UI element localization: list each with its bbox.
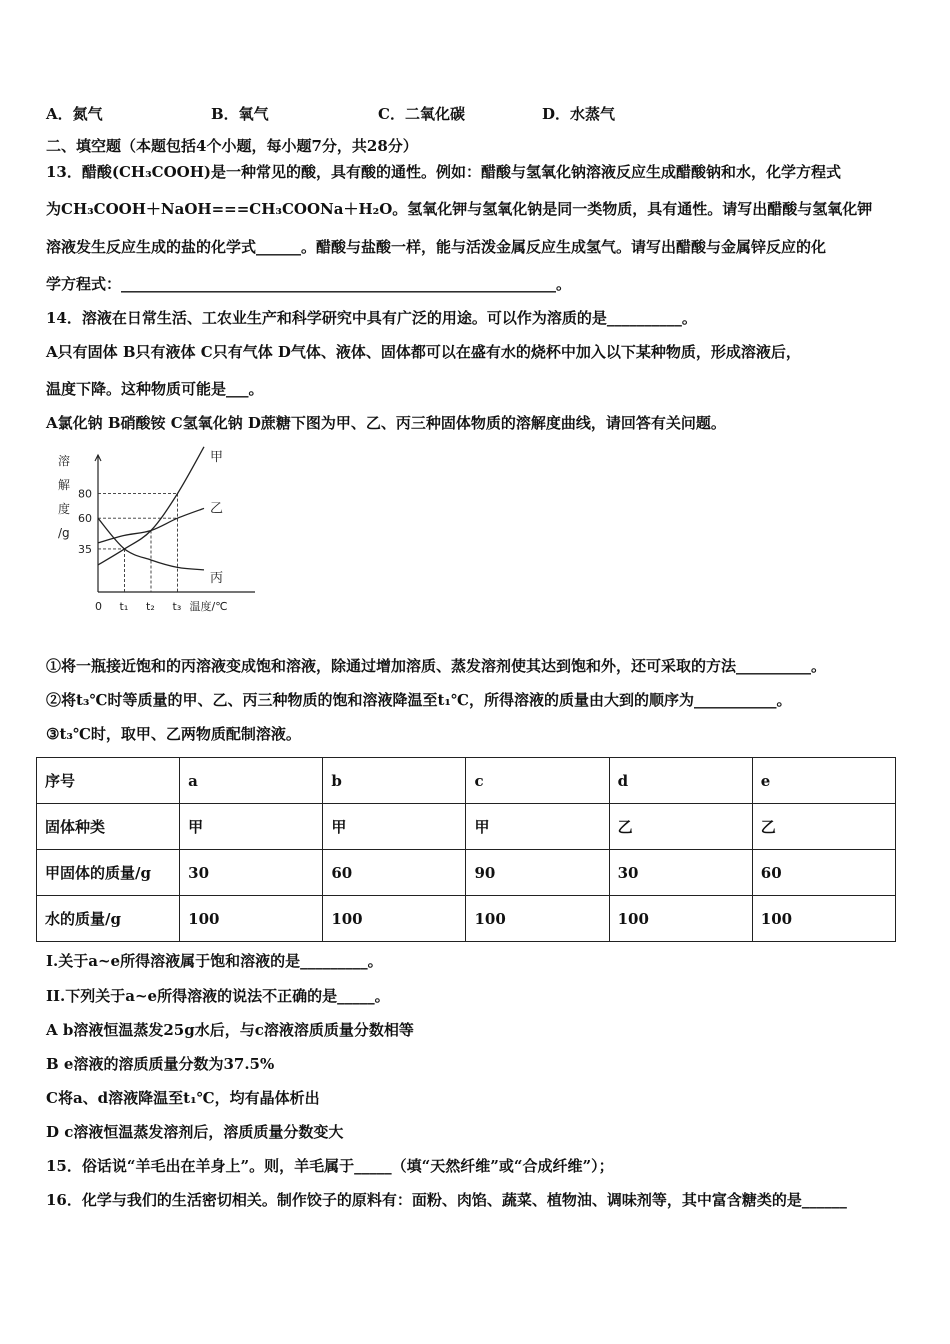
question-15: 15．俗话说“羊毛出在羊身上”。则，羊毛属于_____（填“天然纤维”或“合成纤维”）； [46,1157,614,1175]
table-row-water-mass [37,896,896,942]
table-row-header: 固体种类 [37,804,180,850]
table-cell: 甲 [180,804,323,850]
table-cell: 30 [180,850,323,896]
table-cell: 90 [466,850,609,896]
y-tick-label: 60 [78,512,92,526]
y-axis-label [58,453,70,540]
choice-c: C将a、d溶液降温至t₁℃，均有晶体析出 [46,1089,320,1107]
x-axis-label: 温度/℃ [189,600,228,613]
section-title: 二、填空题（本题包括4个小题，每小题7分，共28分） [46,137,418,155]
table-cell: 30 [609,850,752,896]
q13-line1: 13．醋酸(CH₃COOH)是一种常见的酸，具有酸的通性。例如：醋酸与氢氧化钠溶液反应生成醋酸钠和水，化学方程式 [46,163,841,181]
table-row-header: 甲固体的质量/g [37,850,180,896]
table-cell: 60 [323,850,466,896]
question-2: ②将t₃℃时等质量的甲、乙、丙三种物质的饱和溶液降温至t₁℃，所得溶液的质量由大到的顺序为___________。 [46,691,792,709]
series-label: 丙 [210,570,224,586]
chart-guides [98,494,178,592]
solubility-chart [50,445,280,620]
y-tick-label: 80 [78,487,92,501]
data-table [36,757,896,942]
series-label: 乙 [210,501,224,517]
chart-axes [95,455,255,592]
table-row-header: 序号 [37,758,180,804]
q14-line3: 温度下降。这种物质可能是___。 [46,380,264,398]
y-axis-label-char: 溶 [58,454,71,468]
x-tick-label: t₃ [172,600,182,613]
x-tick-label: t₁ [119,600,129,613]
table-cell: b [323,758,466,804]
option-d: D．水蒸气 [542,105,616,123]
table-row-header: 水的质量/g [37,896,180,942]
y-axis-label-char: /g [58,526,70,540]
sub-question-ii: II.下列关于a~e所得溶液的说法不正确的是_____。 [46,987,390,1005]
table-cell: d [609,758,752,804]
table-cell: 60 [752,850,895,896]
x-tick-label: t₂ [146,600,155,613]
table-cell: 甲 [466,804,609,850]
q13-line2: 为CH₃COOH＋NaOH===CH₃COONa＋H₂O。氢氧化钾与氢氧化钠是同一类物质，具有通性。请写出醋酸与氢氧化钾 [46,200,873,218]
choice-d: D c溶液恒温蒸发溶剂后，溶质质量分数变大 [46,1123,344,1141]
question-3: ③t₃℃时，取甲、乙两物质配制溶液。 [46,725,301,743]
series-label: 甲 [210,450,224,465]
x-tick-label: 0 [95,600,102,613]
question-1: ①将一瓶接近饱和的丙溶液变成饱和溶液，除通过增加溶质、蒸发溶剂使其达到饱和外，还可采取的方法__________。 [46,657,827,675]
table-row-solid-mass [37,850,896,896]
chart-labels [78,450,228,613]
choice-b: B e溶液的溶质质量分数为37.5% [46,1055,275,1073]
table-cell: e [752,758,895,804]
option-a: A．氮气 [46,105,103,123]
y-tick-label: 35 [78,542,92,556]
table-cell: 100 [180,896,323,942]
table-row-type [37,804,896,850]
table-cell: 100 [609,896,752,942]
table-cell: 乙 [609,804,752,850]
q14-line2: A只有固体 B只有液体 C只有气体 D气体、液体、固体都可以在盛有水的烧杯中加入以下某种物质，形成溶液后， [46,343,801,361]
table-cell: 乙 [752,804,895,850]
q14-line1: 14．溶液在日常生活、工农业生产和科学研究中具有广泛的用途。可以作为溶质的是__________。 [46,309,697,327]
question-16: 16．化学与我们的生活密切相关。制作饺子的原料有：面粉、肉馅、蔬菜、植物油、调味剂等，其中富含糖类的是______ [46,1191,847,1209]
table-cell: c [466,758,609,804]
y-axis-label-char: 度 [58,502,71,516]
y-axis-label-char: 解 [58,478,71,492]
q13-line4: 学方程式：__________________________________________________________。 [46,275,572,293]
q13-line3: 溶液发生反应生成的盐的化学式______。醋酸与盐酸一样，能与活泼金属反应生成氢气。请写出醋酸与金属锌反应的化 [46,238,827,256]
table-cell: 100 [323,896,466,942]
table-cell: 100 [466,896,609,942]
table-cell: 100 [752,896,895,942]
choice-a: A b溶液恒温蒸发25g水后，与c溶液溶质质量分数相等 [46,1021,414,1039]
table-cell: a [180,758,323,804]
table-cell: 甲 [323,804,466,850]
sub-question-i: I.关于a~e所得溶液属于饱和溶液的是_________。 [46,952,383,970]
q14-line4: A氯化钠 B硝酸铵 C氢氧化钠 D蔗糖下图为甲、乙、丙三种固体物质的溶解度曲线，请回答有关问题。 [46,414,726,432]
table-row-index [37,758,896,804]
option-b: B．氧气 [211,105,269,123]
option-c: C．二氧化碳 [378,105,465,123]
